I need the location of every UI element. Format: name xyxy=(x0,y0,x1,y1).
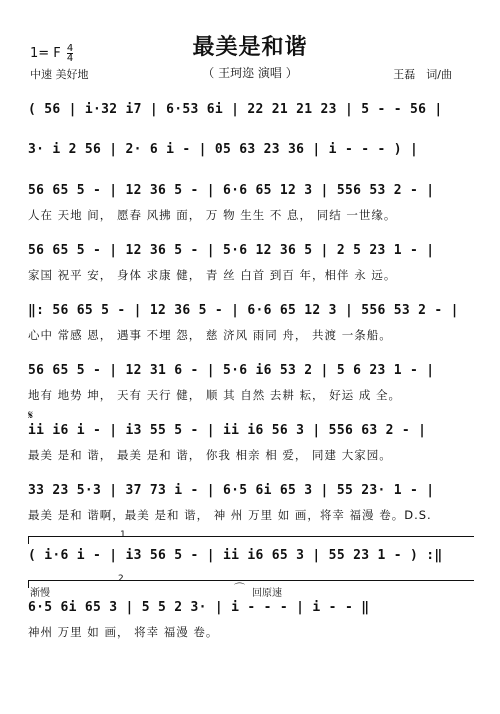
score-line-10: 6·5 6i 65 3 | 5 5 2 3· | i - - - | i - - ‖ xyxy=(28,600,370,615)
lyric-line-5: 心中 常感 恩， 遇事 不埋 怨， 慈 济风 雨同 舟， 共渡 一条船。 xyxy=(28,328,392,342)
time-signature xyxy=(67,44,73,63)
score-line-5: ‖: 56 65 5 - | 12 36 5 - | 6·6 65 12 3 | 556 53 2 - | xyxy=(28,303,459,318)
volta-2-bracket xyxy=(28,580,474,581)
lyric-line-10: 神州 万里 如 画， 将幸 福漫 卷。 xyxy=(28,625,219,639)
tempo-marking: 中速 美好地 xyxy=(30,68,89,81)
rit-marking: 渐慢 xyxy=(30,588,50,599)
lyric-line-3: 人在 天地 间， 愿春 风拂 面， 万 物 生生 不 息， 同结 一世缘。 xyxy=(28,208,397,222)
lyric-line-4: 家国 祝平 安， 身体 求康 健， 青 丝 白首 到百 年，相伴 永 远。 xyxy=(28,268,397,282)
volta-1-label: 1 xyxy=(120,530,126,540)
score-line-4: 56 65 5 - | 12 36 5 - | 5·6 12 36 5 | 2 5 23 1 - | xyxy=(28,243,435,258)
song-title: 最美是和谐 xyxy=(192,35,308,60)
score-line-7: ii i6 i - | i3 55 5 - | ii i6 56 3 | 556 63 2 - | xyxy=(28,423,427,438)
key-signature xyxy=(30,44,73,63)
volta-2-label: 2 xyxy=(118,574,124,584)
volta-2-hook xyxy=(28,580,29,588)
key-label: 1= F xyxy=(30,46,61,61)
lyric-line-8: 最美 是和 谐啊，最美 是和 谐， 神 州 万里 如 画，将幸 福漫 卷。D.S. xyxy=(28,508,432,522)
score-line-1: ( 56 | i·32 i7 | 6·53 6i | 22 21 21 23 | 5 - - 56 | xyxy=(28,102,443,117)
lyric-line-6: 地有 地势 坤， 天有 天行 健， 顺 其 自然 去耕 耘， 好运 成 全。 xyxy=(28,388,402,402)
score-line-2: 3· i 2 56 | 2· 6 i - | 05 63 23 36 | i - - - ) | xyxy=(28,142,419,157)
score-line-8: 33 23 5·3 | 37 73 i - | 6·5 6i 65 3 | 55 23· 1 - | xyxy=(28,483,435,498)
time-denominator: 4 xyxy=(66,53,74,64)
lyric-line-7: 最美 是和 谐， 最美 是和 谐， 你我 相亲 相 爱， 同建 大家园。 xyxy=(28,448,392,462)
volta-1-bracket xyxy=(28,536,474,537)
segno-sign: 𝄋 xyxy=(28,408,34,422)
score-line-9: ( i·6 i - | i3 56 5 - | ii i6 65 3 | 55 23 1 - ) :‖ xyxy=(28,548,443,563)
performer-credit: （ 王珂迩 演唱 ） xyxy=(202,66,298,80)
score-line-3: 56 65 5 - | 12 36 5 - | 6·6 65 12 3 | 556 53 2 - | xyxy=(28,183,435,198)
a-tempo-marking: 回原速 xyxy=(252,588,282,599)
time-numerator: 4 xyxy=(66,43,74,54)
fermata-sign: ⌒ xyxy=(234,582,245,595)
score-line-6: 56 65 5 - | 12 31 6 - | 5·6 i6 53 2 | 5 6 23 1 - | xyxy=(28,363,435,378)
volta-1-hook xyxy=(28,536,29,544)
lyricist-composer: 王磊 词/曲 xyxy=(393,68,452,81)
